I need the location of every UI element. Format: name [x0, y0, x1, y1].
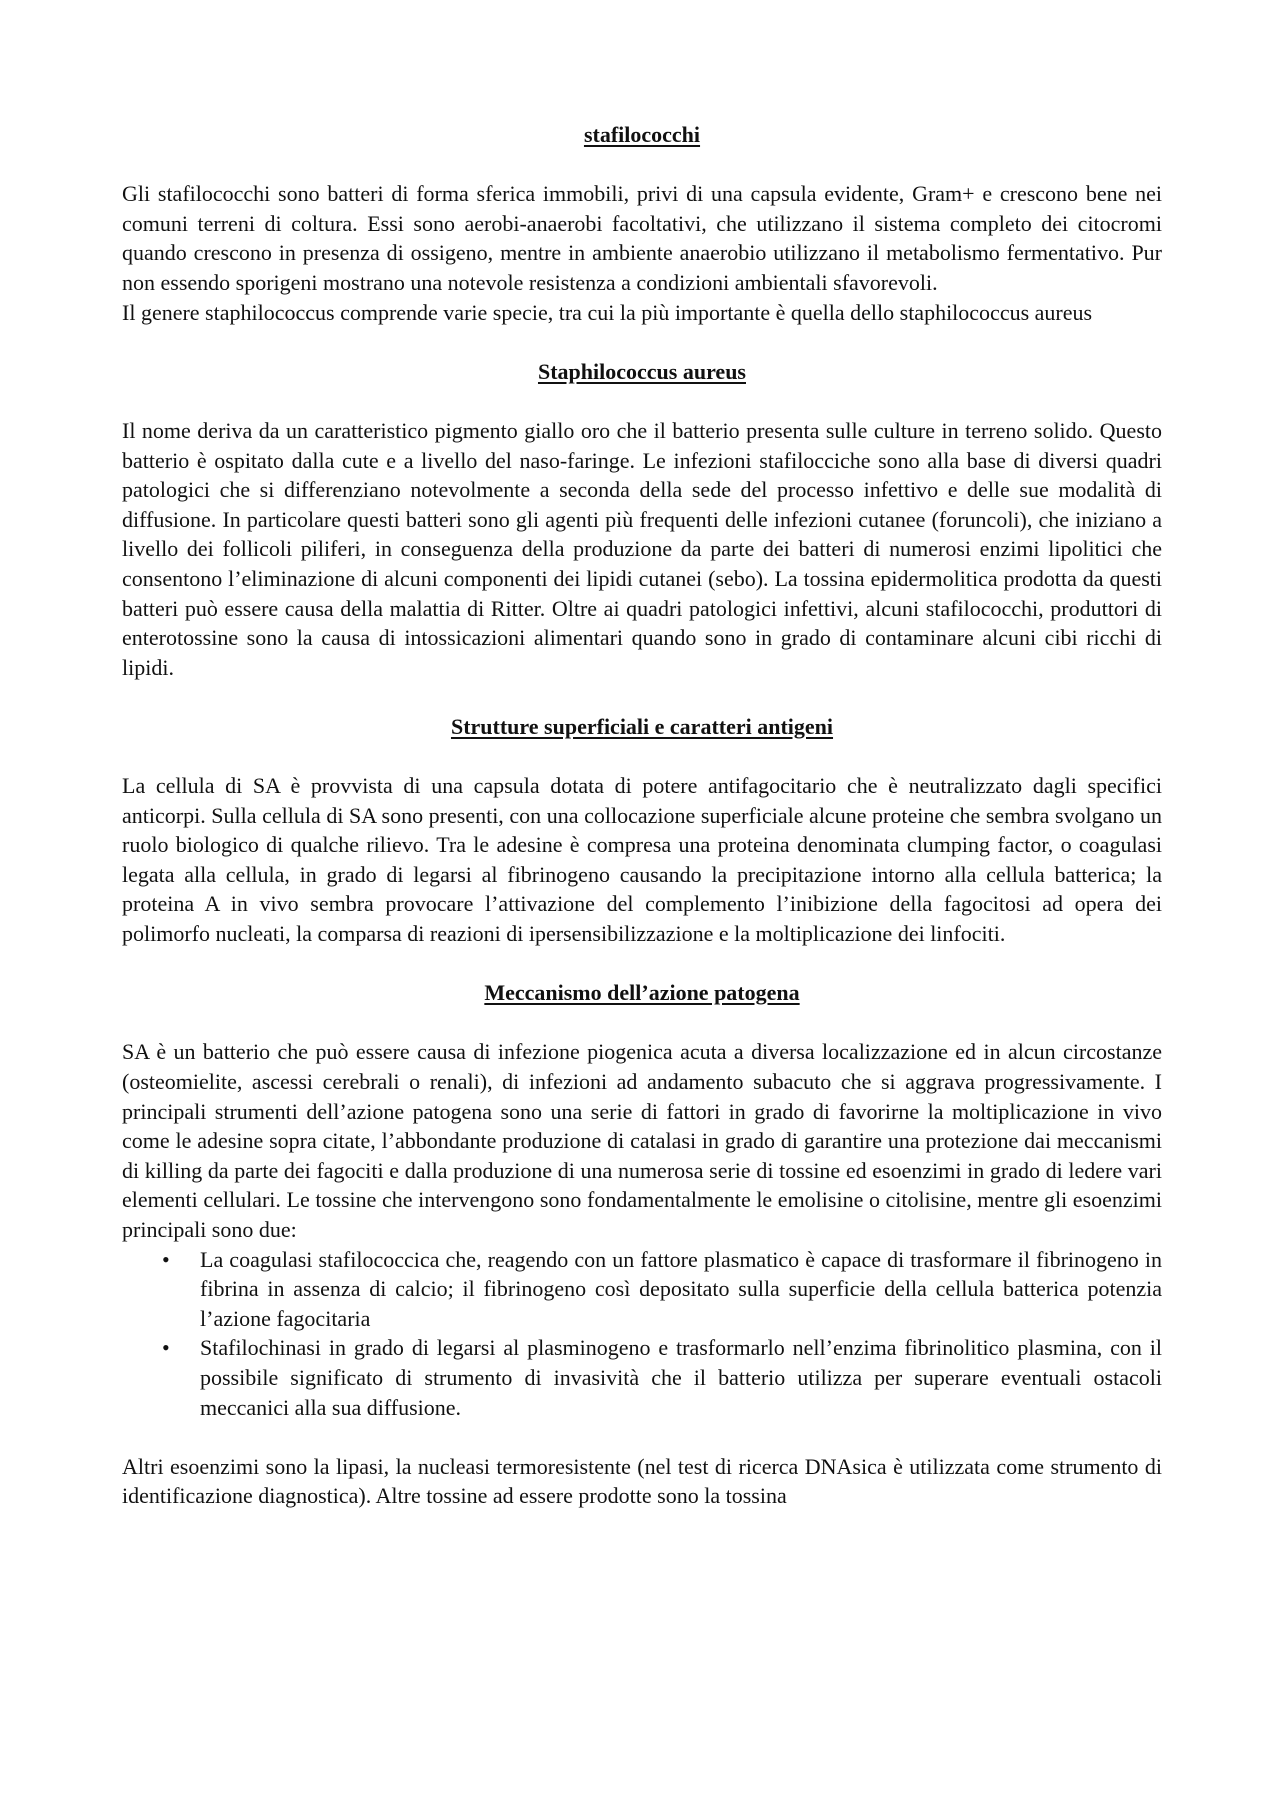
list-item-text: Stafilochinasi in grado di legarsi al plasminogeno e trasformarlo nell’enzima fibrinolitico plasmina, con il possibile significato di strumento di invasività che il batterio utilizza per superare eventuali ostacoli meccanici alla sua diffusione.	[200, 1335, 1162, 1420]
bullet-icon: •	[162, 1335, 170, 1361]
section-title-meccanismo-azione-patogena: Meccanismo dell’azione patogena	[484, 980, 800, 1006]
list-item	[122, 1333, 1162, 1422]
bullet-icon: •	[162, 1246, 170, 1272]
section-title-strutture-superficiali: Strutture superficiali e caratteri antigeni	[450, 713, 834, 739]
paragraph: La cellula di SA è provvista di una capsula dotata di potere antifagocitario che è neutralizzato dagli specifici anticorpi. Sulla cellula di SA sono presenti, con una collocazione superficiale alcune proteine che sembra svolgano un ruolo biologico di qualche rilievo. Tra le adesine è compresa una proteina denominata clumping factor, o coagulasi legata alla cellula, in grado di legarsi al fibrinogeno causando la precipitazione intorno alla cellula batterica; la proteina A in vivo sembra provocare l’attivazione del complemento l’inibizione della fagocitosi ad opera dei polimorfo nucleati, la comparsa di reazioni di ipersensibilizzazione e la moltiplicazione dei linfociti.	[122, 773, 1162, 947]
list-item-text: La coagulasi stafilococcica che, reagendo con un fattore plasmatico è capace di trasformare il fibrinogeno in fibrina in assenza di calcio; il fibrinogeno così depositato sulla superficie della cellula batterica potenzia l’azione fagocitaria	[200, 1246, 1162, 1331]
paragraph: Il nome deriva da un caratteristico pigmento giallo oro che il batterio presenta sulle culture in terreno solido. Questo batterio è ospitato dalla cute e a livello del naso-faringe. Le infezioni stafilocciche sono alla base di diversi quadri patologici che si differenziano notevolmente a seconda della sede del processo infettivo e delle sue modalità di diffusione. In particolare questi batteri sono gli agenti più frequenti delle infezioni cutanee (foruncoli), che iniziano a livello dei follicoli piliferi, in conseguenza della produzione da parte dei batteri di numerosi enzimi lipolitici che consentono l’eliminazione di alcuni componenti dei lipidi cutanei (sebo). La tossina epidermolitica prodotta da questi batteri può essere causa della malattia di Ritter. Oltre ai quadri patologici infettivi, alcuni stafilococchi, produttori di enterotossine sono la causa di intossicazioni alimentari quando sono in grado di contaminare alcuni cibi ricchi di lipidi.	[122, 417, 1162, 680]
bullet-list	[122, 1245, 1162, 1423]
list-item	[122, 1245, 1162, 1334]
paragraph: Il genere staphilococcus comprende varie specie, tra cui la più importante è quella dello staphilococcus aureus	[122, 299, 1093, 325]
paragraph: SA è un batterio che può essere causa di infezione piogenica acuta a diversa localizzazione ed in alcun circostanze (osteomielite, ascessi cerebrali o renali), di infezioni ad andamento subacuto che si aggrava progressivamente. I principali strumenti dell’azione patogena sono una serie di fattori in grado di favorirne la moltiplicazione in vivo come le adesine sopra citate, l’abbondante produzione di catalasi in grado di garantire una protezione dai meccanismi di killing da parte dei fagociti e dalla produzione di una numerosa serie di tossine ed esoenzimi in grado di ledere vari elementi cellulari. Le tossine che intervengono sono fondamentalmente le emolisine o citolisine, mentre gli esoenzimi principali sono due:	[122, 1039, 1162, 1242]
section-title-staphilococcus-aureus: Staphilococcus aureus	[537, 358, 746, 384]
paragraph: Gli stafilococchi sono batteri di forma sferica immobili, privi di una capsula evidente, Gram+ e crescono bene nei comuni terreni di coltura. Essi sono aerobi-anaerobi facoltativi, che utilizzano il sistema completo dei citocromi quando crescono in presenza di ossigeno, mentre in ambiente anaerobio utilizzano il metabolismo fermentativo. Pur non essendo sporigeni mostrano una notevole resistenza a condizioni ambientali sfavorevoli.	[122, 181, 1162, 295]
document-page	[122, 120, 1162, 1511]
section-title-stafilococchi: stafilococchi	[583, 122, 701, 147]
paragraph: Altri esoenzimi sono la lipasi, la nucleasi termoresistente (nel test di ricerca DNAsica è utilizzata come strumento di identificazione diagnostica). Altre tossine ad essere prodotte sono la tossina	[122, 1453, 1162, 1509]
